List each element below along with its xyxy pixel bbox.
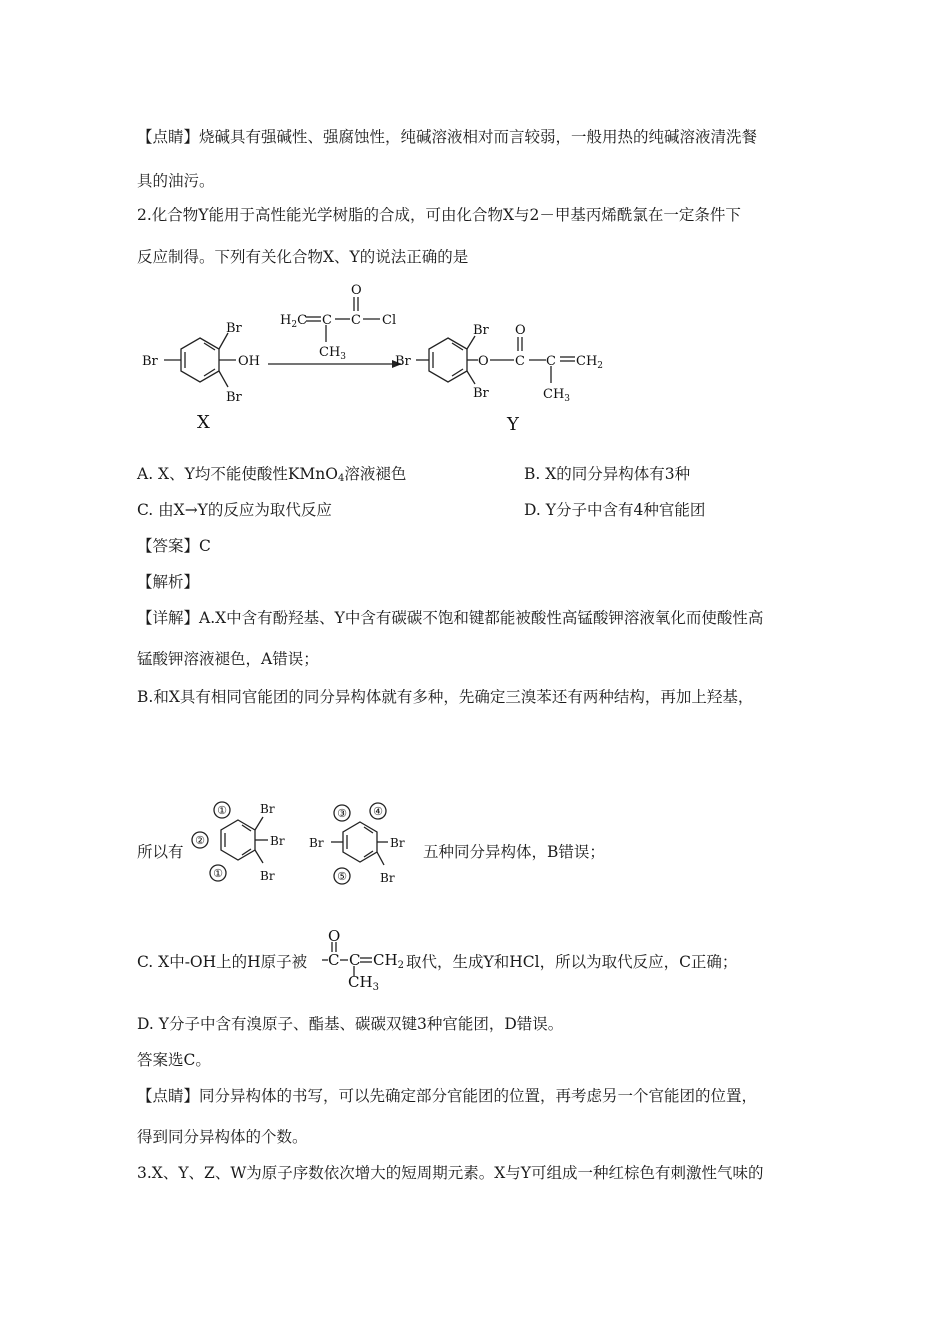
y-c-alkene: C — [546, 354, 556, 369]
position-5: ⑤ — [337, 870, 347, 883]
iso2-br-right: Br — [390, 836, 405, 850]
detail-c-suffix: 取代，生成Y和HCl，所以为取代反应，C正确； — [406, 953, 738, 971]
acyl-ch3: $CH_3$ — [348, 973, 379, 992]
reagent-c-alkene: C — [322, 313, 332, 328]
y-br-bottom: Br — [473, 386, 489, 401]
question-3-stem-line-1: 3.X、Y、Z、W为原子序数依次增大的短周期元素。X与Y可组成一种红棕色有刺激性气味的 — [137, 1164, 764, 1182]
reagent-ch3: $CH_3$ — [319, 345, 347, 362]
dianjing-1-line-2: 具的油污。 — [137, 172, 215, 190]
x-br-top: Br — [226, 321, 242, 336]
isomer-structures — [188, 790, 428, 900]
dianjing-2-line-1: 【点睛】同分异构体的书写，可以先确定部分官能团的位置，再考虑另一个官能团的位置， — [137, 1087, 758, 1105]
y-br-left: Br — [395, 354, 411, 369]
iso2-br-bottom: Br — [380, 871, 395, 885]
y-br-top: Br — [473, 323, 489, 338]
position-1-top: ① — [217, 804, 227, 817]
reagent-o: O — [351, 283, 362, 298]
question-2-stem-line-1: 2.化合物Y能用于高性能光学树脂的合成，可由化合物X与2－甲基丙烯酰氯在一定条件下 — [137, 206, 741, 224]
reagent-cl: Cl — [382, 313, 397, 328]
option-d: D. Y分子中含有4种官能团 — [524, 501, 706, 519]
reaction-scheme — [140, 280, 620, 440]
y-ester-o: O — [478, 354, 489, 369]
isomer-line-suffix: 五种同分异构体，B错误； — [423, 843, 605, 861]
position-2: ② — [195, 834, 205, 847]
position-3: ③ — [337, 807, 347, 820]
label-x: X — [197, 412, 210, 433]
y-ch3: $CH_3$ — [543, 387, 571, 404]
x-oh: OH — [238, 354, 260, 369]
acyl-c-carbonyl: C — [328, 951, 340, 969]
y-c-carbonyl: C — [515, 354, 525, 369]
answer-line: 【答案】C — [137, 537, 211, 555]
x-br-left: Br — [142, 354, 158, 369]
iso1-br-top: Br — [260, 802, 275, 816]
dianjing-1-line-1: 【点睛】烧碱具有强碱性、强腐蚀性，纯碱溶液相对而言较弱，一般用热的纯碱溶液清洗餐 — [137, 128, 758, 146]
iso1-br-bottom: Br — [260, 869, 275, 883]
reagent-h2c: $H_2C$ — [280, 313, 308, 330]
y-ch2: $CH_2$ — [576, 354, 604, 371]
option-a: A. X、Y均不能使酸性KMnO$_4$溶液褪色 — [137, 465, 407, 484]
position-1-bottom: ① — [213, 867, 223, 880]
detail-line-3: B.和X具有相同官能团的同分异构体就有多种，先确定三溴苯还有两种结构，再加上羟基， — [137, 688, 754, 706]
detail-d: D. Y分子中含有溴原子、酯基、碳碳双键3种官能团，D错误。 — [137, 1015, 564, 1033]
analysis-label: 【解析】 — [137, 573, 200, 591]
detail-line-2: 锰酸钾溶液褪色，A错误； — [137, 650, 319, 668]
detail-c-prefix: C. X中-OH上的H原子被 — [137, 953, 308, 971]
y-o-carbonyl: O — [515, 323, 526, 338]
question-2-stem-line-2: 反应制得。下列有关化合物X、Y的说法正确的是 — [137, 248, 469, 266]
acyl-c-alkene: C — [349, 951, 361, 969]
acyl-ch2: $CH_2$ — [373, 951, 404, 971]
position-4: ④ — [373, 805, 383, 818]
iso1-br-mid: Br — [270, 834, 285, 848]
label-y: Y — [507, 414, 519, 435]
option-b: B. X的同分异构体有3种 — [524, 465, 691, 483]
answer-choice-final: 答案选C。 — [137, 1051, 211, 1069]
dianjing-2-line-2: 得到同分异构体的个数。 — [137, 1128, 308, 1146]
x-br-bottom: Br — [226, 390, 242, 405]
option-c: C. 由X→Y的反应为取代反应 — [137, 501, 332, 519]
iso2-br-left: Br — [309, 836, 324, 850]
detail-line-1: 【详解】A.X中含有酚羟基、Y中含有碳碳不饱和键都能被酸性高锰酸钾溶液氧化而使酸性高 — [137, 609, 764, 627]
reagent-c-carbonyl: C — [351, 313, 361, 328]
isomer-line-prefix: 所以有 — [137, 843, 184, 861]
acyl-o: O — [328, 927, 341, 945]
acyl-group-structure — [318, 926, 408, 992]
